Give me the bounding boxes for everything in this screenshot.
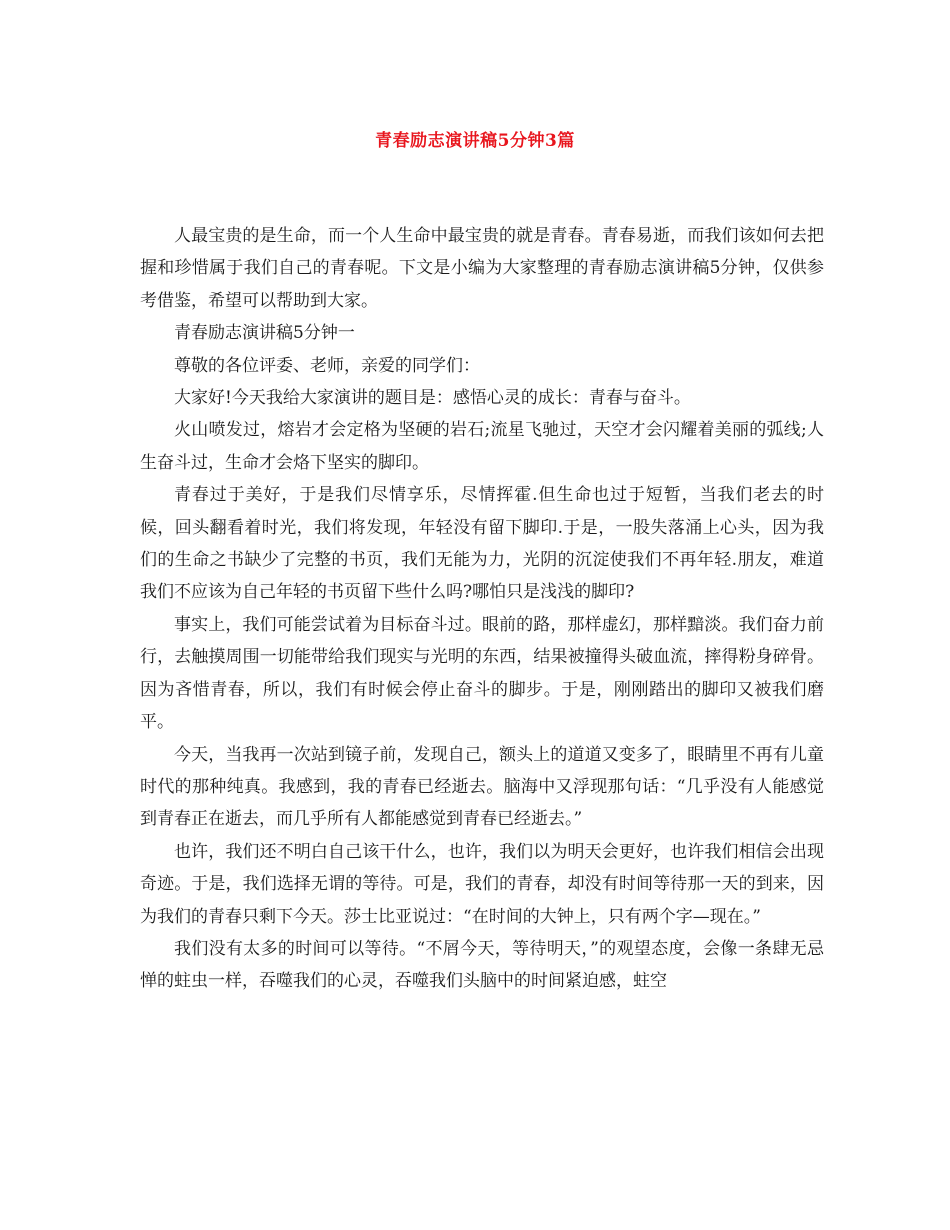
paragraph-section-heading: 青春励志演讲稿5分钟一 [174,323,355,344]
paragraph-salutation: 尊敬的各位评委、老师，亲爱的同学们： [174,355,480,376]
paragraph-no-time: 我们没有太多的时间可以等待。“不屑今天，等待明天，”的观望态度，会像一条肆无忌惮的蛀虫一样，吞噬我们的心灵，吞噬我们头脑中的时间紧迫感，蛀空 [140,938,824,992]
paragraph-mirror: 今天，当我再一次站到镜子前，发现自己，额头上的道道又变多了，眼睛里不再有儿童时代的那种纯真。我感到，我的青春已经逝去。脑海中又浮现那句话：“几乎没有人能感觉到青春正在逝去，而几乎所有人都能感觉到青春已经逝去。” [140,744,824,830]
paragraph-fact: 事实上，我们可能尝试着为目标奋斗过。眼前的路，那样虚幻，那样黯淡。我们奋力前行，去触摸周围一切能带给我们现实与光明的东西，结果被撞得头破血流，摔得粉身碎骨。因为吝惜青春，所以，我们有时候会停止奋斗的脚步。于是，刚刚踏出的脚印又被我们磨平。 [140,614,824,733]
document-title: 青春励志演讲稿5分钟3篇 [375,131,575,151]
paragraph-youth-beauty: 青春过于美好，于是我们尽情享乐，尽情挥霍.但生命也过于短暂，当我们老去的时候，回头翻看着时光，我们将发现，年轻没有留下脚印.于是，一股失落涌上心头，因为我们的生命之书缺少了完整的书页，我们无能为力，光阴的沉淀使我们不再年轻.朋友，难道我们不应该为自己年轻的书页留下些什么吗?哪怕只是浅浅的脚印? [140,485,824,603]
paragraph-perhaps: 也许，我们还不明白自己该干什么，也许，我们以为明天会更好，也许我们相信会出现奇迹。于是，我们选择无谓的等待。可是，我们的青春，却没有时间等待那一天的到来，因为我们的青春只剩下今天。莎士比亚说过：“在时间的大钟上，只有两个字—现在。” [140,841,824,927]
paragraph-greeting: 大家好!今天我给大家演讲的题目是：感悟心灵的成长：青春与奋斗。 [174,388,691,409]
paragraph-volcano: 火山喷发过，熔岩才会定格为坚硬的岩石;流星飞驰过，天空才会闪耀着美丽的弧线;人生奋斗过，生命才会烙下坚实的脚印。 [140,420,824,473]
document-body [140,220,824,998]
paragraph-intro: 人最宝贵的是生命，而一个人生命中最宝贵的就是青春。青春易逝，而我们该如何去把握和珍惜属于我们自己的青春呢。下文是小编为大家整理的青春励志演讲稿5分钟，仅供参考借鉴，希望可以帮助到大家。 [140,226,824,311]
